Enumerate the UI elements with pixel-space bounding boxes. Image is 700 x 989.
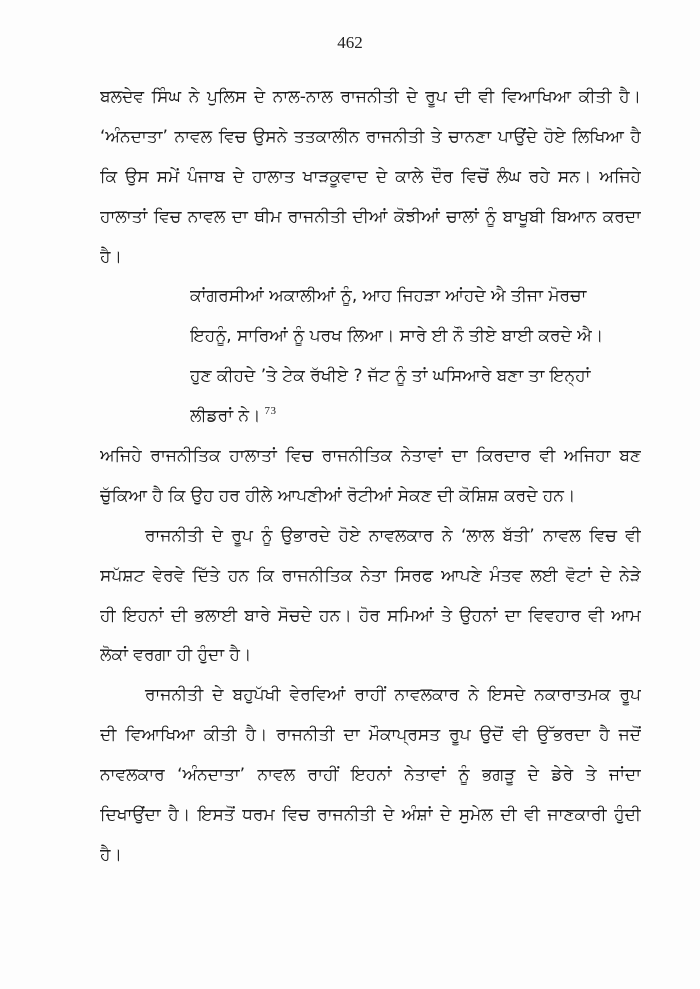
paragraph-3 <box>100 517 641 677</box>
quote-line-text: ਲੀਡਰਾਂ ਨੇ। <box>190 406 261 427</box>
text-column <box>100 78 641 876</box>
paragraph-2 <box>100 437 641 517</box>
text-line: ਦਿਖਾਉਂਦਾ ਹੈ। ਇਸਤੋਂ ਧਰਮ ਵਿਚ ਰਾਜਨੀਤੀ ਦੇ ਅੰਸ਼ਾਂ ਦੇ ਸੁਮੇਲ ਦੀ ਵੀ ਜਾਣਕਾਰੀ ਹੁੰਦੀ <box>100 805 641 826</box>
text-line: ਹੈ। <box>100 844 122 865</box>
paragraph-1 <box>100 78 641 277</box>
text-line: ਚੁੱਕਿਆ ਹੈ ਕਿ ਉਹ ਹਰ ਹੀਲੇ ਆਪਣੀਆਂ ਰੋਟੀਆਂ ਸੇਕਣ ਦੀ ਕੋਸ਼ਿਸ਼ ਕਰਦੇ ਹਨ। <box>100 485 576 506</box>
footnote-reference: 73 <box>264 405 277 418</box>
text-line: ਰਾਜਨੀਤੀ ਦੇ ਬਹੁਪੱਖੀ ਵੇਰਵਿਆਂ ਰਾਹੀਂ ਨਾਵਲਕਾਰ ਨੇ ਇਸਦੇ ਨਕਾਰਾਤਮਕ ਰੂਪ <box>145 685 641 706</box>
text-line: ਹਾਲਾਤਾਂ ਵਿਚ ਨਾਵਲ ਦਾ ਥੀਮ ਰਾਜਨੀਤੀ ਦੀਆਂ ਕੋਝੀਆਂ ਚਾਲਾਂ ਨੂੰ ਬਾਖੂਬੀ ਬਿਆਨ ਕਰਦਾ <box>100 206 641 227</box>
text-line: ਹੈ। <box>100 246 122 267</box>
paragraph-4 <box>100 676 641 875</box>
text-line: ਰਾਜਨੀਤੀ ਦੇ ਰੂਪ ਨੂੰ ਉਭਾਰਦੇ ਹੋਏ ਨਾਵਲਕਾਰ ਨੇ ‘ਲਾਲ ਬੱਤੀ’ ਨਾਵਲ ਵਿਚ ਵੀ <box>145 525 641 546</box>
text-line: ਹੀ ਇਹਨਾਂ ਦੀ ਭਲਾਈ ਬਾਰੇ ਸੋਚਦੇ ਹਨ। ਹੋਰ ਸਮਿਆਂ ਤੇ ਉਹਨਾਂ ਦਾ ਵਿਵਹਾਰ ਵੀ ਆਮ <box>100 605 641 626</box>
text-line: ਨਾਵਲਕਾਰ ‘ਅੰਨਦਾਤਾ’ ਨਾਵਲ ਰਾਹੀਂ ਇਹਨਾਂ ਨੇਤਾਵਾਂ ਨੂੰ ਭਗੜੂ ਦੇ ਡੇਰੇ ਤੇ ਜਾਂਦਾ <box>100 765 641 786</box>
quote-line: ਹੁਣ ਕੀਹਦੇ ’ਤੇ ਟੇਕ ਰੱਖੀਏ ? ਜੱਟ ਨੂੰ ਤਾਂ ਘਸਿਆਰੇ ਬਣਾ ਤਾ ਇਨ੍ਹਾਂ <box>190 366 591 387</box>
quote-line: ਕਾਂਗਰਸੀਆਂ ਅਕਾਲੀਆਂ ਨੂੰ, ਆਹ ਜਿਹੜਾ ਆਂਹਦੇ ਐ ਤੀਜਾ ਮੋਰਚਾ <box>190 286 587 307</box>
page-number: 462 <box>337 33 363 52</box>
text-line: ਲੋਕਾਂ ਵਰਗਾ ਹੀ ਹੁੰਦਾ ਹੈ। <box>100 645 252 666</box>
quote-line <box>190 397 641 437</box>
text-line: ‘ਅੰਨਦਾਤਾ’ ਨਾਵਲ ਵਿਚ ਉਸਨੇ ਤਤਕਾਲੀਨ ਰਾਜਨੀਤੀ ਤੇ ਚਾਨਣਾ ਪਾਉਂਦੇ ਹੋਏ ਲਿਖਿਆ ਹੈ <box>100 126 641 147</box>
text-line: ਸਪੱਸ਼ਟ ਵੇਰਵੇ ਦਿੱਤੇ ਹਨ ਕਿ ਰਾਜਨੀਤਿਕ ਨੇਤਾ ਸਿਰਫ ਆਪਣੇ ਮੰਤਵ ਲਈ ਵੋਟਾਂ ਦੇ ਨੇੜੇ <box>100 565 641 586</box>
quote-block <box>100 277 641 437</box>
text-line: ਬਲਦੇਵ ਸਿੰਘ ਨੇ ਪੁਲਿਸ ਦੇ ਨਾਲ-ਨਾਲ ਰਾਜਨੀਤੀ ਦੇ ਰੂਪ ਦੀ ਵੀ ਵਿਆਖਿਆ ਕੀਤੀ ਹੈ। <box>100 87 641 107</box>
text-line: ਕਿ ਉਸ ਸਮੇਂ ਪੰਜਾਬ ਦੇ ਹਾਲਾਤ ਖਾੜਕੂਵਾਦ ਦੇ ਕਾਲੇ ਦੌਰ ਵਿਚੋਂ ਲੰਘ ਰਹੇ ਸਨ। ਅਜਿਹੇ <box>100 166 641 187</box>
quote-line: ਇਹਨੂੰ, ਸਾਰਿਆਂ ਨੂੰ ਪਰਖ ਲਿਆ। ਸਾਰੇ ਈ ਨੌ ਤੀਏ ਬਾਈ ਕਰਦੇ ਐ। <box>190 326 604 347</box>
text-line: ਅਜਿਹੇ ਰਾਜਨੀਤਿਕ ਹਾਲਾਤਾਂ ਵਿਚ ਰਾਜਨੀਤਿਕ ਨੇਤਾਵਾਂ ਦਾ ਕਿਰਦਾਰ ਵੀ ਅਜਿਹਾ ਬਣ <box>100 446 641 467</box>
text-line: ਦੀ ਵਿਆਖਿਆ ਕੀਤੀ ਹੈ। ਰਾਜਨੀਤੀ ਦਾ ਮੌਕਾਪ੍ਰਸਤ ਰੂਪ ਉਦੋਂ ਵੀ ਉੱਭਰਦਾ ਹੈ ਜਦੋਂ <box>100 725 641 746</box>
